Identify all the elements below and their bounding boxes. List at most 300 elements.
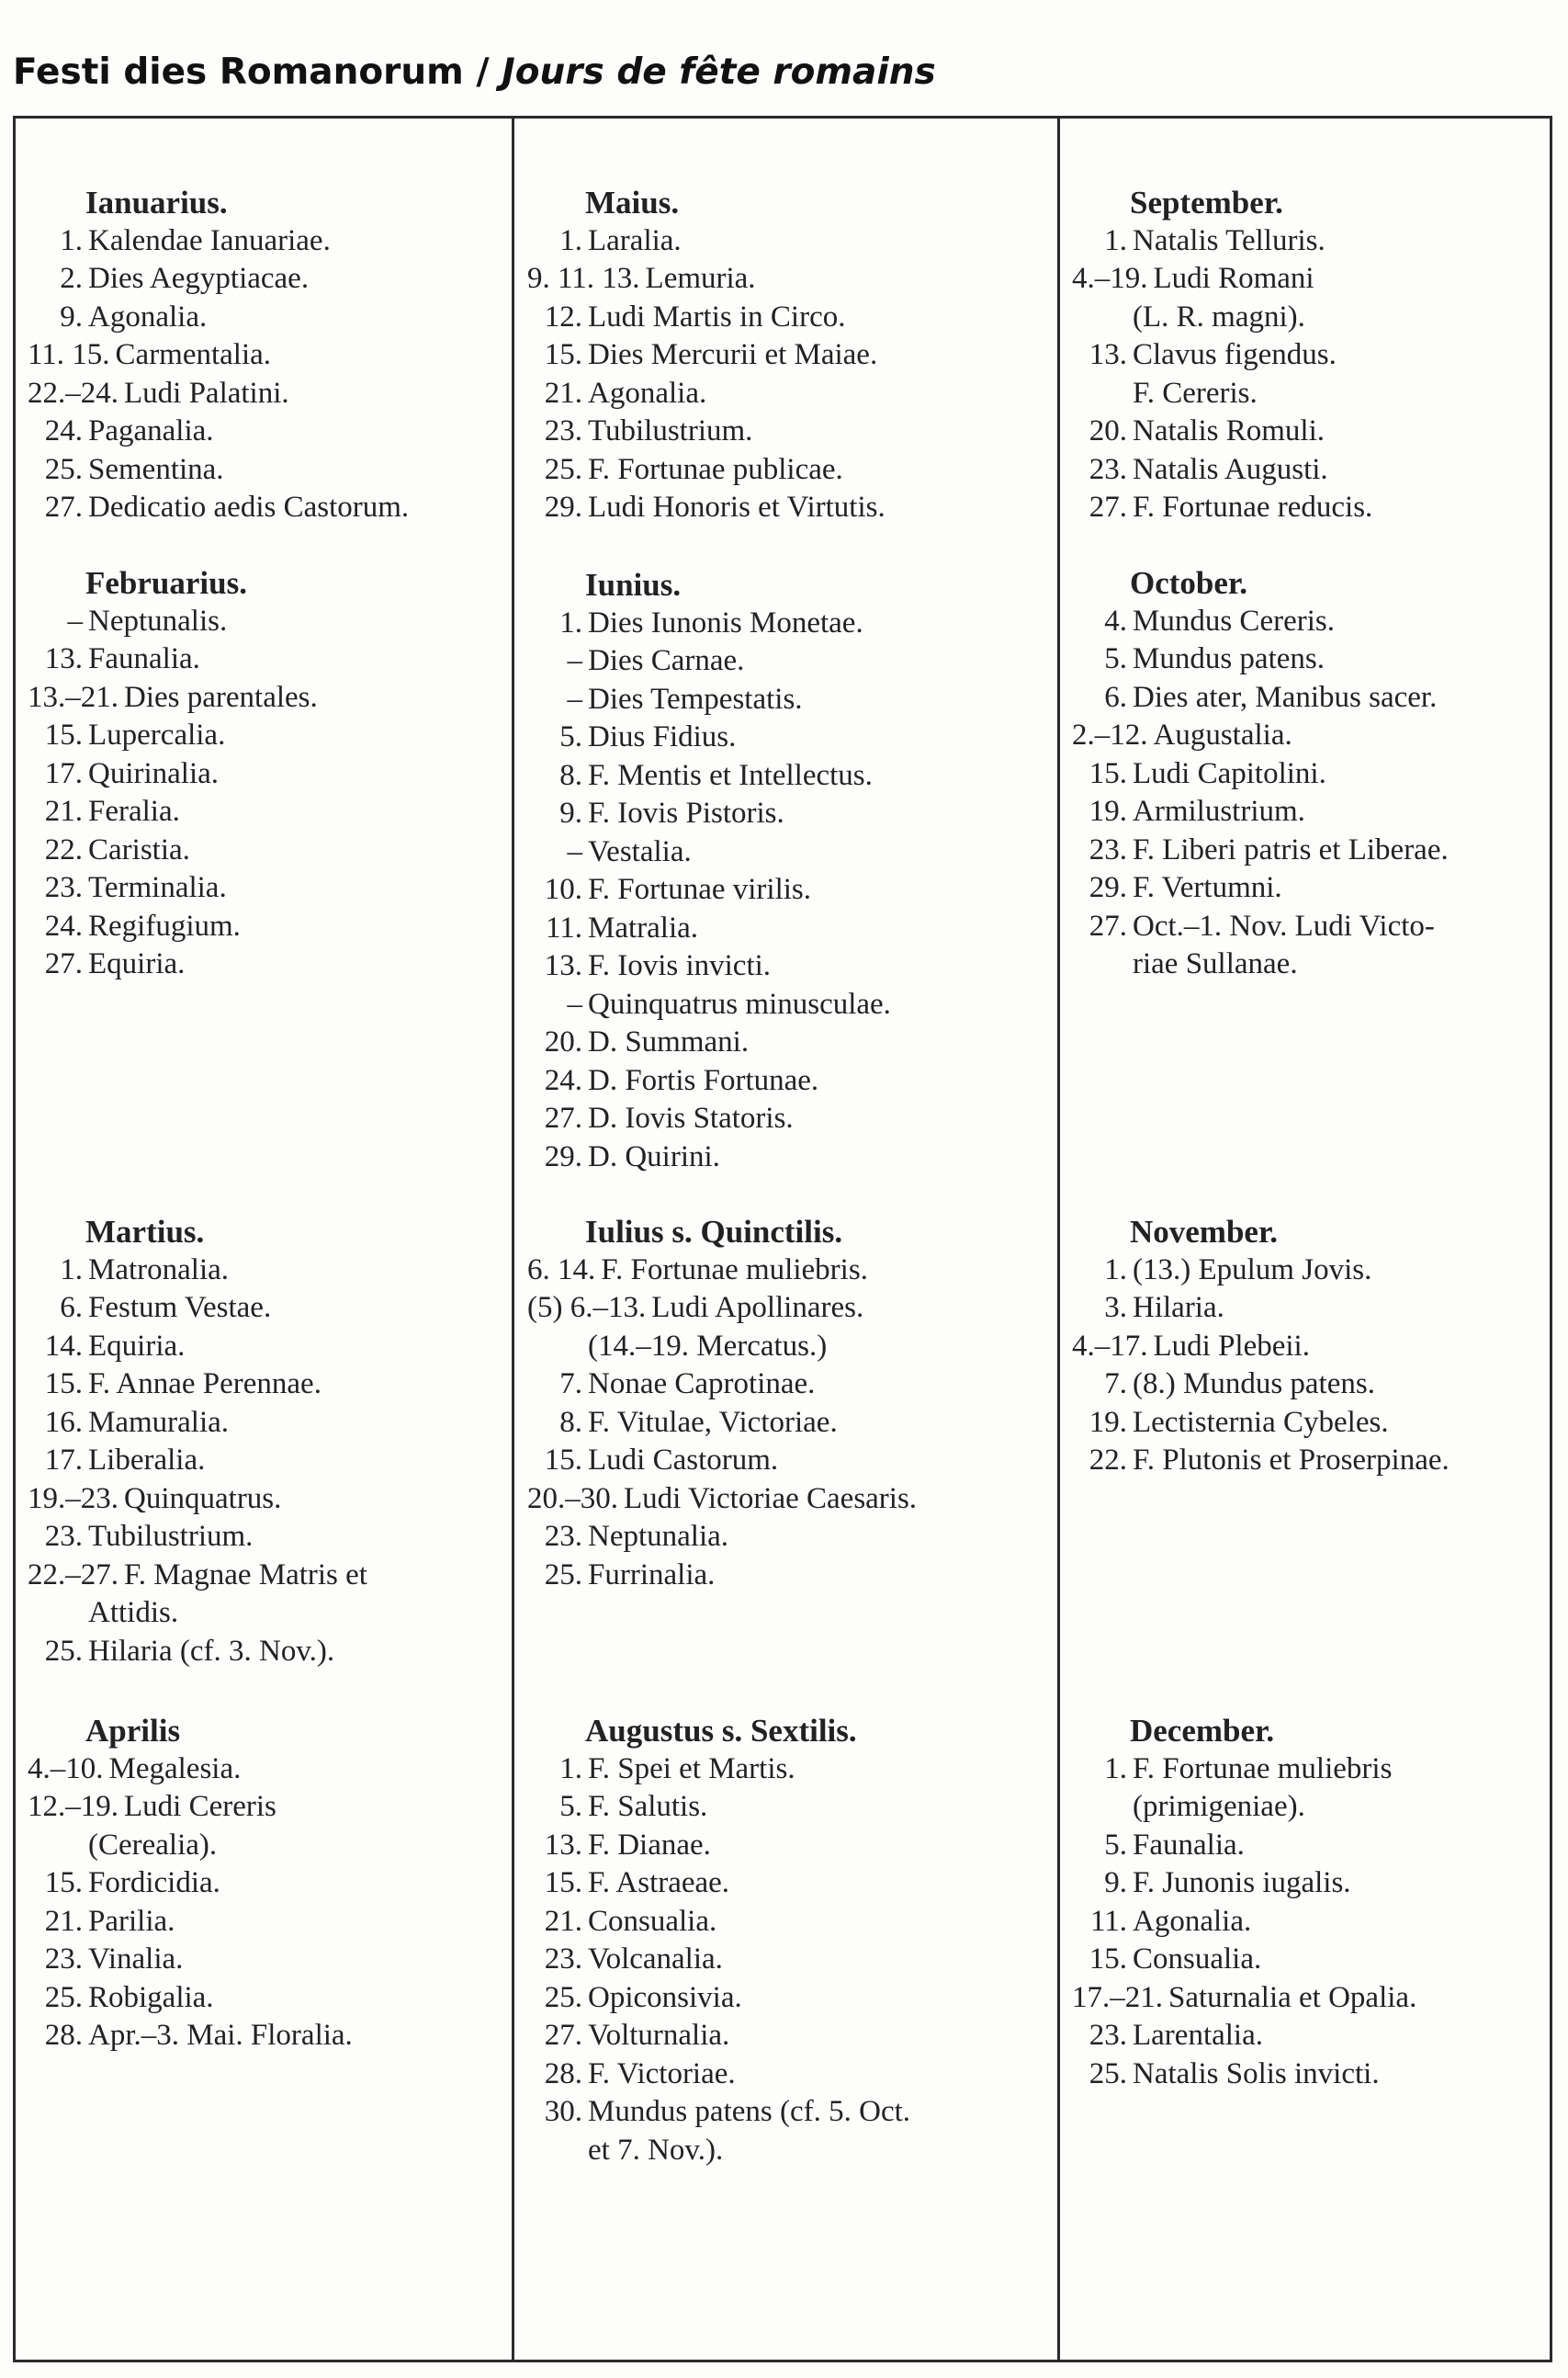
festival-entry [527, 1251, 917, 1290]
festival-name: Ludi Plebeii. [1153, 1329, 1310, 1363]
festival-date: 20.–30. [527, 1481, 618, 1515]
month-block-december [1072, 1712, 1416, 2093]
festival-date: 5. [559, 1790, 582, 1823]
festival-name: Ludi Capitolini. [1133, 756, 1326, 790]
festival-date: – [67, 604, 83, 638]
festival-name: F. Fortunae publicae. [588, 452, 843, 486]
festival-name: F. Astraeae. [588, 1866, 730, 1899]
festival-date: 22. [44, 832, 83, 866]
festival-entry [28, 679, 318, 718]
festival-name: Vestalia. [588, 834, 692, 868]
month-heading: Iunius. [585, 567, 682, 603]
festival-entry [28, 1480, 367, 1519]
festival-date: 1. [1104, 223, 1127, 257]
festival-date: 2. [60, 262, 83, 295]
festival-entry [527, 2093, 910, 2132]
festival-name: F. Mentis et Intellectus. [588, 758, 873, 792]
festival-date: 15. [1089, 756, 1127, 790]
festival-name: Armilustrium. [1133, 795, 1305, 828]
month-block-februarius [28, 564, 318, 984]
festival-date: 1. [559, 606, 582, 640]
festival-name: D. Iovis Statoris. [588, 1102, 794, 1135]
festival-entry [527, 336, 886, 375]
festival-name: Tubilustrium. [588, 414, 753, 447]
festival-entry [527, 222, 886, 261]
festival-date: 27. [544, 2019, 582, 2052]
festival-entry [527, 910, 891, 948]
festival-name: Feralia. [88, 795, 180, 828]
festival-entry [28, 451, 409, 490]
festival-entry [527, 1442, 917, 1480]
festival-entry [527, 1404, 917, 1443]
festival-entry-continuation: F. Cereris. [1133, 376, 1258, 410]
festival-name: Quinquatrus. [124, 1481, 282, 1515]
festival-entry [527, 1100, 891, 1138]
festival-date: 25. [44, 452, 83, 486]
festival-entry [28, 375, 409, 413]
month-heading: September. [1130, 185, 1283, 221]
festival-entry [28, 1788, 353, 1827]
festival-name: Dies Carnae. [588, 644, 745, 677]
festival-date: 25. [544, 1557, 582, 1591]
title-main: Festi dies Romanorum [13, 51, 464, 93]
festival-date: 20. [544, 1025, 582, 1059]
month-heading: Aprilis [85, 1713, 181, 1749]
festival-name: F. Iovis Pistoris. [588, 797, 784, 830]
festival-date: 21. [44, 795, 83, 828]
festival-date: 27. [44, 947, 83, 980]
festival-name: Volcanalia. [588, 1942, 723, 1976]
festival-entry [28, 1941, 353, 1979]
festival-date: – [567, 644, 582, 677]
festival-date: 15. [44, 1866, 83, 1899]
festival-name: Megalesia. [108, 1751, 242, 1785]
festival-entry [1072, 1365, 1450, 1404]
festival-name: Matronalia. [88, 1252, 230, 1286]
month-heading: Iulius s. Quinctilis. [585, 1214, 843, 1250]
festival-name: F. Spei et Martis. [588, 1751, 795, 1785]
festival-date: 13. [544, 1828, 582, 1862]
festival-entry [28, 869, 318, 908]
festival-entry [1072, 1827, 1416, 1865]
festival-date: 30. [544, 2095, 582, 2128]
festival-name: Dius Fidius. [588, 720, 737, 753]
festival-entry [527, 1903, 910, 1942]
festival-date: 12.–19. [28, 1790, 118, 1823]
festival-date: 15. [44, 1367, 83, 1400]
festival-date: 6. [60, 1291, 83, 1324]
festival-name: Mamuralia. [88, 1405, 230, 1439]
month-block-ianuarius [28, 184, 409, 527]
festival-date: 19.–23. [28, 1481, 118, 1515]
festival-date: 1. [60, 223, 83, 257]
festival-date: 1. [559, 223, 582, 257]
festival-entry [28, 260, 409, 299]
festival-date: 23. [1089, 832, 1127, 866]
festival-date: 24. [44, 414, 83, 447]
festival-entry [1072, 1289, 1450, 1328]
festival-date: 1. [1104, 1252, 1127, 1286]
festival-name: Ludi Palatini. [124, 376, 289, 410]
month-heading: December. [1130, 1713, 1275, 1749]
festival-date: 11. [545, 911, 582, 945]
festival-name: Fordicidia. [88, 1866, 220, 1899]
festival-date: 6. [1104, 680, 1127, 714]
festival-date: 11. [1089, 1904, 1127, 1938]
title-separator: / [463, 51, 502, 93]
festival-date: 1. [559, 1751, 582, 1785]
festival-name: Lupercalia. [88, 719, 226, 752]
festival-date: 22. [1089, 1444, 1127, 1477]
festival-entry [527, 299, 886, 337]
festival-entry [28, 832, 318, 870]
festival-date: 27. [544, 1102, 582, 1135]
festival-date: 13.–21. [28, 680, 118, 714]
festival-entry [28, 2017, 353, 2055]
festival-name: Caristia. [88, 832, 190, 866]
festival-date: 27. [44, 491, 83, 524]
festival-name: Regifugium. [88, 909, 241, 943]
festival-entry [527, 1138, 891, 1177]
festival-entry [527, 1941, 910, 1979]
festival-name: F. Fortunae virilis. [588, 873, 812, 906]
festival-entry [527, 795, 891, 833]
festival-date: 7. [1104, 1367, 1127, 1400]
festival-name: Faunalia. [88, 642, 200, 675]
festival-entry [527, 451, 886, 490]
festival-name: Equiria. [88, 1329, 186, 1363]
festival-name: Lectisternia Cybeles. [1133, 1405, 1389, 1439]
festival-name: Larentalia. [1133, 2019, 1263, 2052]
festival-name: Paganalia. [88, 414, 214, 447]
festival-entry [28, 1633, 367, 1671]
festival-entry [28, 1289, 367, 1328]
festival-name: Saturnalia et Opalia. [1168, 1980, 1417, 2014]
festival-name: Ludi Honoris et Virtutis. [588, 491, 886, 524]
festival-entry [28, 640, 318, 679]
festival-name: Laralia. [588, 223, 682, 257]
festival-entry-continuation: (14.–19. Mercatus.) [588, 1329, 828, 1363]
festival-date: 9. [60, 300, 83, 334]
festival-date: 27. [1089, 491, 1127, 524]
festival-date: 24. [44, 909, 83, 943]
festival-date: 23. [1089, 2019, 1127, 2052]
festival-name: Neptunalis. [88, 604, 228, 638]
festival-date: 17. [44, 1444, 83, 1477]
festival-name: F. Junonis iugalis. [1133, 1866, 1351, 1899]
festival-entry [527, 605, 891, 643]
festival-date: 24. [544, 1063, 582, 1097]
festival-date: 25. [544, 1980, 582, 2014]
festival-entry [527, 260, 886, 299]
festival-entry-continuation: et 7. Nov.). [588, 2133, 724, 2167]
festival-entry [28, 1750, 353, 1789]
festival-date: 25. [1089, 2056, 1127, 2090]
festival-entry [527, 681, 891, 719]
festival-entry [1072, 2055, 1416, 2094]
festival-name: Augustalia. [1153, 719, 1292, 752]
festival-entry [1072, 2017, 1416, 2055]
festival-name: Consualia. [1133, 1942, 1262, 1976]
festival-name: Furrinalia. [588, 1557, 716, 1591]
festival-name: Apr.–3. Mai. Floralia. [88, 2019, 353, 2052]
festival-entry [28, 1404, 367, 1443]
month-heading: Ianuarius. [85, 185, 228, 221]
festival-entry-continuation: Attidis. [88, 1596, 179, 1629]
festival-name: Mundus patens (cf. 5. Oct. [588, 2095, 911, 2128]
festival-entry [527, 1289, 917, 1328]
month-heading: Maius. [585, 185, 680, 221]
festival-name: Kalendae Ianuariae. [88, 223, 331, 257]
festival-date: 8. [559, 1405, 582, 1439]
festival-date: 1. [60, 1252, 83, 1286]
festival-name: F. Vertumni. [1133, 871, 1282, 904]
festival-date: 21. [544, 376, 582, 410]
festival-entry-continuation: riae Sullanae. [1133, 947, 1298, 980]
festival-name: F. Magnae Matris et [124, 1557, 367, 1591]
column-divider [512, 116, 514, 2362]
festival-date: 29. [1089, 871, 1127, 904]
festival-entry [527, 1979, 910, 2018]
festival-entry [527, 2055, 910, 2094]
festival-date: 19. [1089, 795, 1127, 828]
festival-date: 14. [44, 1329, 83, 1363]
festival-entry [1072, 1864, 1416, 1903]
festival-date: 3. [1104, 1291, 1127, 1324]
festival-entry [28, 1365, 367, 1404]
festival-entry [28, 299, 409, 337]
festival-date: 15. [544, 1866, 582, 1899]
festival-entry [527, 2017, 910, 2055]
festival-entry [1072, 336, 1372, 375]
festival-date: 7. [559, 1367, 582, 1400]
title-subtitle: Jours de fête romains [502, 51, 936, 93]
festival-name: Parilia. [88, 1904, 175, 1938]
festival-date: 22.–24. [28, 376, 118, 410]
festival-name: Ludi Apollinares. [651, 1291, 864, 1324]
festival-name: Sementina. [88, 452, 224, 486]
festival-date: 9. [559, 797, 582, 830]
festival-date: 17. [44, 756, 83, 790]
festival-name: Natalis Telluris. [1133, 223, 1325, 257]
festival-entry [28, 908, 318, 946]
festival-date: 13. [1089, 338, 1127, 371]
festival-entry [527, 757, 891, 796]
festival-name: Liberalia. [88, 1444, 206, 1477]
festival-name: Quirinalia. [88, 756, 220, 790]
festival-entry [1072, 1750, 1416, 1789]
festival-entry [527, 1518, 917, 1557]
festival-entry [527, 1024, 891, 1062]
festival-date: 27. [1089, 909, 1127, 943]
festival-name: Dedicatio aedis Castorum. [88, 491, 410, 524]
festival-date: 19. [1089, 1405, 1127, 1439]
festival-date: 29. [544, 1139, 582, 1173]
festival-entry [1072, 1328, 1450, 1366]
festival-entry [28, 1251, 367, 1290]
festival-entry [1072, 755, 1449, 794]
festival-date: 23. [44, 871, 83, 904]
festival-entry [28, 1979, 353, 2018]
festival-date: – [567, 682, 582, 716]
festival-entry [1072, 908, 1449, 946]
festival-name: Festum Vestae. [88, 1291, 272, 1324]
festival-date: 23. [544, 414, 582, 447]
festival-entry [28, 1328, 367, 1366]
festival-entry [527, 833, 891, 872]
festival-name: Volturnalia. [588, 2019, 730, 2052]
festival-name: Hilaria. [1133, 1291, 1224, 1324]
festival-date: 23. [544, 1942, 582, 1976]
festival-name: Mundus patens. [1133, 642, 1325, 675]
festival-date: 17.–21. [1072, 1980, 1163, 2014]
festival-name: Terminalia. [88, 871, 227, 904]
festival-entry [1072, 1979, 1416, 2018]
month-block-september [1072, 184, 1372, 527]
festival-date: 4.–19. [1072, 262, 1148, 295]
festival-name: Matralia. [588, 911, 699, 945]
festival-entry [28, 1442, 367, 1480]
festival-entry [1072, 489, 1372, 527]
festival-date: 23. [44, 1520, 83, 1553]
festival-entry-continuation: (primigeniae). [1133, 1790, 1305, 1823]
festival-name: Opiconsivia. [588, 1980, 742, 2014]
festival-entry [28, 793, 318, 832]
festival-entry [28, 1518, 367, 1557]
festival-entry [527, 947, 891, 986]
festival-date: 16. [44, 1405, 83, 1439]
festival-name: F. Plutonis et Proserpinae. [1133, 1444, 1450, 1477]
festival-date: 28. [544, 2056, 582, 2090]
festival-date: 9. [1104, 1866, 1127, 1899]
festival-entry [1072, 717, 1449, 755]
festival-name: Agonalia. [88, 300, 208, 334]
festival-entry [527, 1557, 917, 1595]
festival-name: F. Annae Perennae. [88, 1367, 321, 1400]
month-block-iunius [527, 566, 891, 1176]
festival-date: 21. [544, 1904, 582, 1938]
festival-name: Lemuria. [645, 262, 756, 295]
festival-entry [527, 719, 891, 757]
festival-name: (8.) Mundus patens. [1133, 1367, 1375, 1400]
festival-entry [1072, 222, 1372, 261]
month-block-augustus [527, 1712, 910, 2169]
month-block-iulius [527, 1213, 917, 1594]
festival-name: Natalis Augusti. [1133, 452, 1328, 486]
festival-date: 15. [1089, 1942, 1127, 1976]
festival-name: F. Vitulae, Victoriae. [588, 1405, 838, 1439]
festival-name: Ludi Romani [1153, 262, 1314, 295]
festival-name: Carmentalia. [115, 338, 272, 371]
festival-name: F. Dianae. [588, 1828, 711, 1862]
festival-date: 15. [544, 1444, 582, 1477]
festival-name: Consualia. [588, 1904, 717, 1938]
festival-date: 23. [544, 1520, 582, 1553]
festival-date: 8. [559, 758, 582, 792]
festival-entry [1072, 603, 1449, 641]
festival-date: 25. [544, 452, 582, 486]
festival-date: 15. [44, 719, 83, 752]
festival-name: F. Fortunae muliebris. [601, 1252, 868, 1286]
festival-name: Faunalia. [1133, 1828, 1245, 1862]
festival-entry [28, 222, 409, 261]
festival-date: 23. [1089, 452, 1127, 486]
festival-name: Oct.–1. Nov. Ludi Victo- [1133, 909, 1435, 943]
festival-entry [527, 1062, 891, 1101]
month-heading: November. [1130, 1214, 1279, 1250]
festival-date: – [567, 987, 582, 1021]
festival-name: F. Iovis invicti. [588, 949, 772, 982]
festival-entry [527, 871, 891, 910]
festival-entry [28, 336, 409, 375]
festival-entry [1072, 413, 1372, 451]
festival-name: Clavus figendus. [1133, 338, 1337, 371]
month-block-maius [527, 184, 886, 527]
festival-name: Mundus Cereris. [1133, 604, 1335, 638]
festival-date: 12. [544, 300, 582, 334]
month-block-aprilis [28, 1712, 353, 2055]
festival-entry [1072, 1941, 1416, 1979]
festival-entry [1072, 679, 1449, 718]
festival-date: 25. [44, 1634, 83, 1668]
festival-entry [1072, 1251, 1450, 1290]
page-title [13, 51, 936, 93]
festival-entry [1072, 1404, 1450, 1443]
festival-name: Dies Mercurii et Maiae. [588, 338, 878, 371]
festival-entry [527, 642, 891, 681]
festival-entry-continuation: (L. R. magni). [1133, 300, 1305, 334]
month-heading: October. [1130, 565, 1247, 601]
festival-name: Equiria. [88, 947, 186, 980]
festival-name: Natalis Romuli. [1133, 414, 1325, 447]
festival-date: 5. [1104, 642, 1127, 675]
festival-name: Ludi Victoriae Caesaris. [624, 1481, 918, 1515]
festival-date: 2.–12. [1072, 719, 1148, 752]
festival-entry [1072, 793, 1449, 832]
festival-name: (13.) Epulum Jovis. [1133, 1252, 1372, 1286]
month-block-martius [28, 1213, 367, 1670]
festival-entry [28, 603, 318, 641]
festival-entry [527, 375, 886, 413]
festival-name: F. Fortunae muliebris [1133, 1751, 1393, 1785]
festival-date: 15. [544, 338, 582, 371]
festival-entry [1072, 451, 1372, 490]
month-heading: Augustus s. Sextilis. [585, 1713, 857, 1749]
festival-entry [1072, 1903, 1416, 1942]
festival-entry [1072, 832, 1449, 870]
festival-name: D. Fortis Fortunae. [588, 1063, 819, 1097]
festival-entry [1072, 260, 1372, 299]
festival-entry [527, 489, 886, 527]
festival-name: Hilaria (cf. 3. Nov.). [88, 1634, 335, 1668]
festival-name: Agonalia. [1133, 1904, 1252, 1938]
festival-name: Ludi Martis in Circo. [588, 300, 846, 334]
festival-name: F. Salutis. [588, 1790, 708, 1823]
festival-entry [527, 1827, 910, 1865]
festival-entry [527, 986, 891, 1025]
festival-date: 29. [544, 491, 582, 524]
festival-date: 10. [544, 873, 582, 906]
month-block-november [1072, 1213, 1450, 1480]
festival-date: 13. [44, 642, 83, 675]
festival-entry [527, 1864, 910, 1903]
festival-name: Dies Tempestatis. [588, 682, 803, 716]
month-block-october [1072, 564, 1449, 984]
festival-name: F. Fortunae reducis. [1133, 491, 1373, 524]
festival-entry [527, 1480, 917, 1519]
festival-name: F. Victoriae. [588, 2056, 736, 2090]
festival-date: 5. [559, 720, 582, 753]
